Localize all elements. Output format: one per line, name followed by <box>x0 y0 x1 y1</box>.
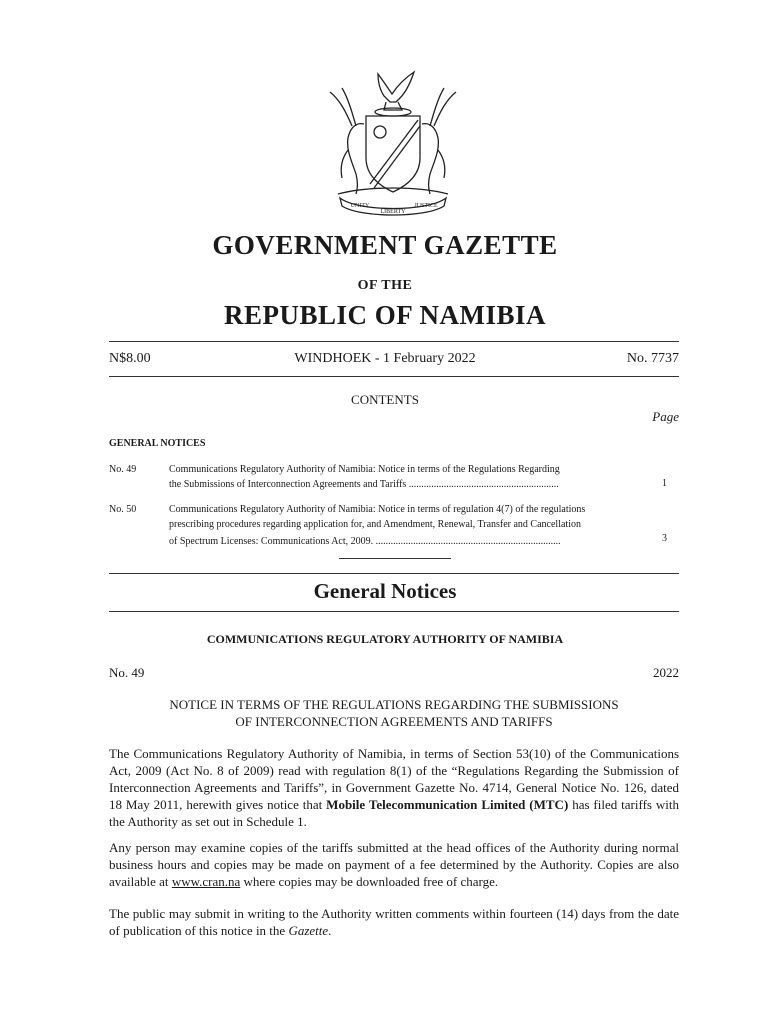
contents-page-label: Page <box>652 409 679 424</box>
contents-heading: CONTENTS <box>351 392 419 407</box>
toc-item-number: No. 49 <box>109 464 137 475</box>
toc-item-number: No. 50 <box>109 504 137 515</box>
notice-title-line: NOTICE IN TERMS OF THE REGULATIONS REGARDING THE SUBMISSIONS <box>169 697 619 712</box>
notice-title <box>109 696 679 730</box>
header-rule-bottom <box>109 376 679 377</box>
notice-authority: COMMUNICATIONS REGULATORY AUTHORITY OF NAMIBIA <box>206 632 564 646</box>
contents-section-heading: GENERAL NOTICES <box>109 438 206 449</box>
paragraph-text: The Communications Regulatory Authority of Namibia, in terms of Section 53(10) of the Communications Act, 2009 (Act No. 8 of 2009) read with regulation 8(1) of the “Regulations Regarding the Submission of Interconnection Agreements and Tariffs”, in Government Gazette No. 4714, General Notice No. 126, dated 18 May 2011, herewith gives notice that <box>109 746 679 812</box>
cran-website-link[interactable]: www.cran.na <box>171 874 241 889</box>
toc-line: the Submissions of Interconnection Agreements and Tariffs ............................................................ <box>169 479 559 490</box>
notice-paragraph <box>109 745 679 830</box>
toc-item-page: 3 <box>662 533 667 544</box>
toc-item-page: 1 <box>662 478 667 489</box>
header-rule-top <box>109 341 679 342</box>
crest-motto-justice: JUSTICE <box>414 203 438 209</box>
notice-paragraph <box>109 839 679 890</box>
crest-motto-liberty: LIBERTY <box>380 209 406 215</box>
namibia-coat-of-arms-icon <box>318 66 468 218</box>
notice-year: 2022 <box>653 665 679 680</box>
paragraph-text: where copies may be downloaded free of charge. <box>240 874 499 889</box>
section-heading: General Notices <box>313 579 457 603</box>
notice-title-line: OF INTERCONNECTION AGREEMENTS AND TARIFFS <box>235 714 553 729</box>
toc-line: of Spectrum Licenses: Communications Act, 2009. .......................................................................... <box>169 536 561 547</box>
section-rule-bottom <box>109 611 679 612</box>
paragraph-text: Any person may examine copies of the tariffs submitted at the head offices of the Authority during normal business hours and copies may be made on payment of a fee determined by the Authority. Copies are also available at <box>109 840 679 889</box>
toc-line: Communications Regulatory Authority of Namibia: Notice in terms of the Regulations Regarding <box>169 464 560 475</box>
toc-line: prescribing procedures regarding application for, and Amendment, Renewal, Transfer and Cancellation <box>169 519 581 530</box>
section-rule-top <box>109 573 679 574</box>
toc-item-text <box>169 502 639 549</box>
notice-number: No. 49 <box>109 665 145 680</box>
notice-paragraph <box>109 905 679 939</box>
paragraph-text: has filed tariffs with the Authority as set out in Schedule 1. <box>109 797 679 829</box>
issue-place-date: WINDHOEK - 1 February 2022 <box>294 351 476 366</box>
toc-line: Communications Regulatory Authority of Namibia: Notice in terms of regulation 4(7) of the regulations <box>169 504 586 515</box>
gazette-republic: REPUBLIC OF NAMIBIA <box>223 300 547 330</box>
gazette-of-the: OF THE <box>357 278 413 293</box>
paragraph-text: . <box>328 923 332 938</box>
gazette-title: GOVERNMENT GAZETTE <box>212 230 558 260</box>
toc-item-text <box>169 462 639 492</box>
issue-number: No. 7737 <box>626 351 679 366</box>
paragraph-italic-text: Gazette <box>288 923 329 938</box>
contents-end-rule <box>339 558 451 559</box>
issue-price: N$8.00 <box>109 351 151 366</box>
paragraph-bold-text: Mobile Telecommunication Limited (MTC) <box>326 797 569 812</box>
crest-motto-unity: UNITY <box>350 203 370 209</box>
paragraph-text: The public may submit in writing to the Authority written comments within fourteen (14) days from the date of publication of this notice in the <box>109 906 679 938</box>
